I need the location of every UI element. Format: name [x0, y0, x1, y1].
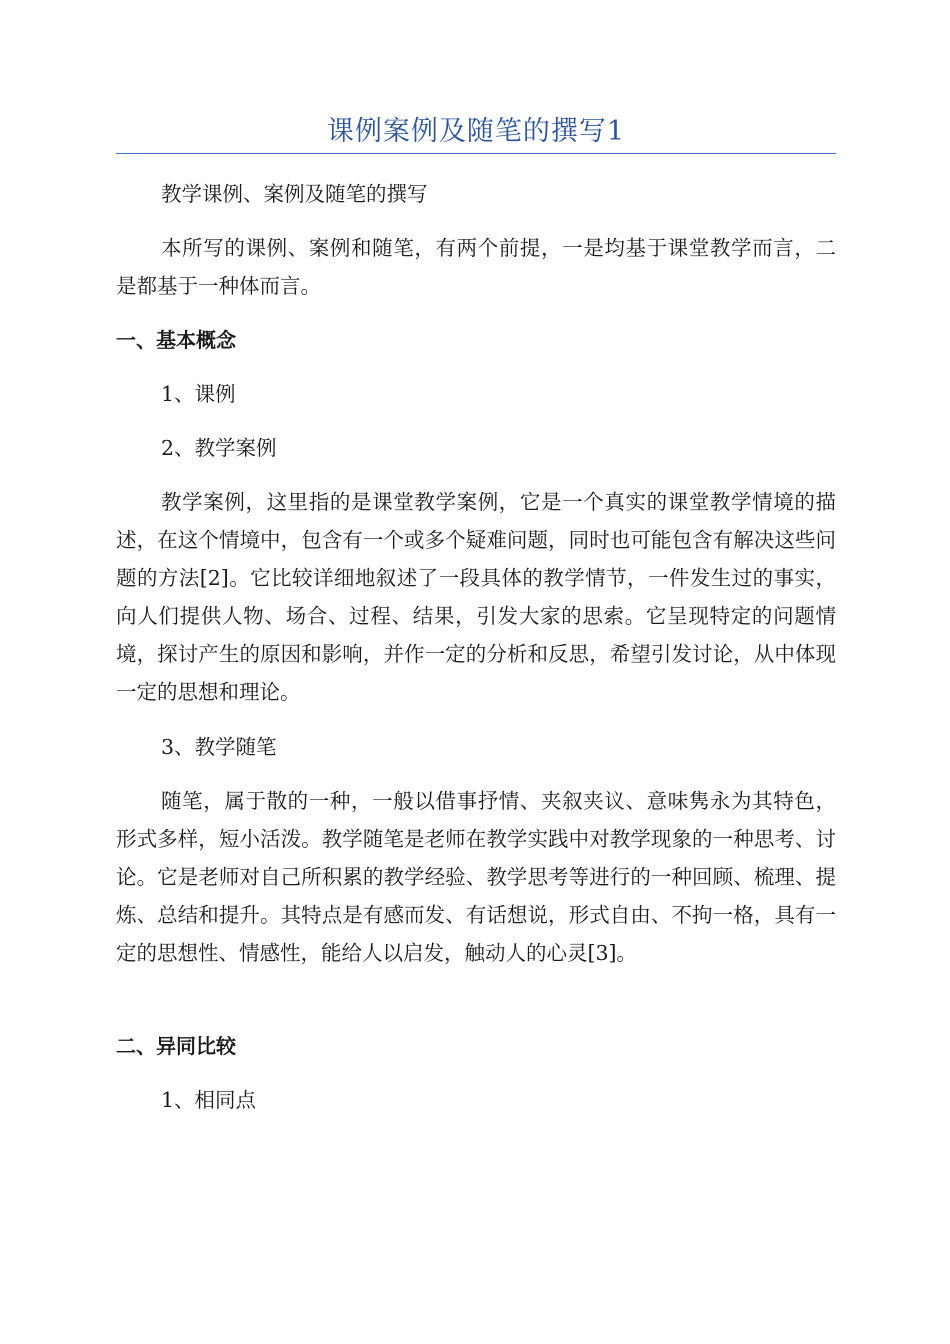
- paragraph-teaching-essay: 随笔，属于散的一种，一般以借事抒情、夹叙夹议、意味隽永为其特色，形式多样，短小活泼。教学随笔是老师在教学实践中对教学现象的一种思考、讨论。它是老师对自己所积累的教学经验、教学思考等进行的一种回顾、梳理、提炼、总结和提升。其特点是有感而发、有话想说，形式自由、不拘一格，具有一定的思想性、情感性，能给人以启发，触动人的心灵[3]。: [116, 789, 836, 965]
- paragraph-subtitle: 教学课例、案例及随笔的撰写: [161, 182, 428, 206]
- subheading-teaching-case: 2、教学案例: [161, 436, 277, 460]
- section-heading-basic-concepts: 一、基本概念: [116, 328, 236, 352]
- subheading-teaching-essay: 3、教学随笔: [161, 735, 277, 759]
- title-underline: [116, 153, 836, 154]
- section-heading-comparison: 二、异同比较: [116, 1034, 236, 1058]
- paragraph-teaching-case: 教学案例，这里指的是课堂教学案例，它是一个真实的课堂教学情境的描述，在这个情境中，包含有一个或多个疑难问题，同时也可能包含有解决这些问题的方法[2]。它比较详细地叙述了一段具体的教学情节，一件发生过的事实，向人们提供人物、场合、过程、结果，引发大家的思索。它呈现特定的问题情境，探讨产生的原因和影响，并作一定的分析和反思，希望引发讨论，从中体现一定的思想和理论。: [116, 490, 836, 704]
- subheading-lesson-example: 1、课例: [161, 382, 236, 406]
- paragraph-intro: 本所写的课例、案例和随笔，有两个前提，一是均基于课堂教学而言，二是都基于一种体而言。: [116, 236, 836, 298]
- document-title: 课例案例及随笔的撰写1: [326, 116, 626, 147]
- subheading-similarities: 1、相同点: [161, 1088, 257, 1112]
